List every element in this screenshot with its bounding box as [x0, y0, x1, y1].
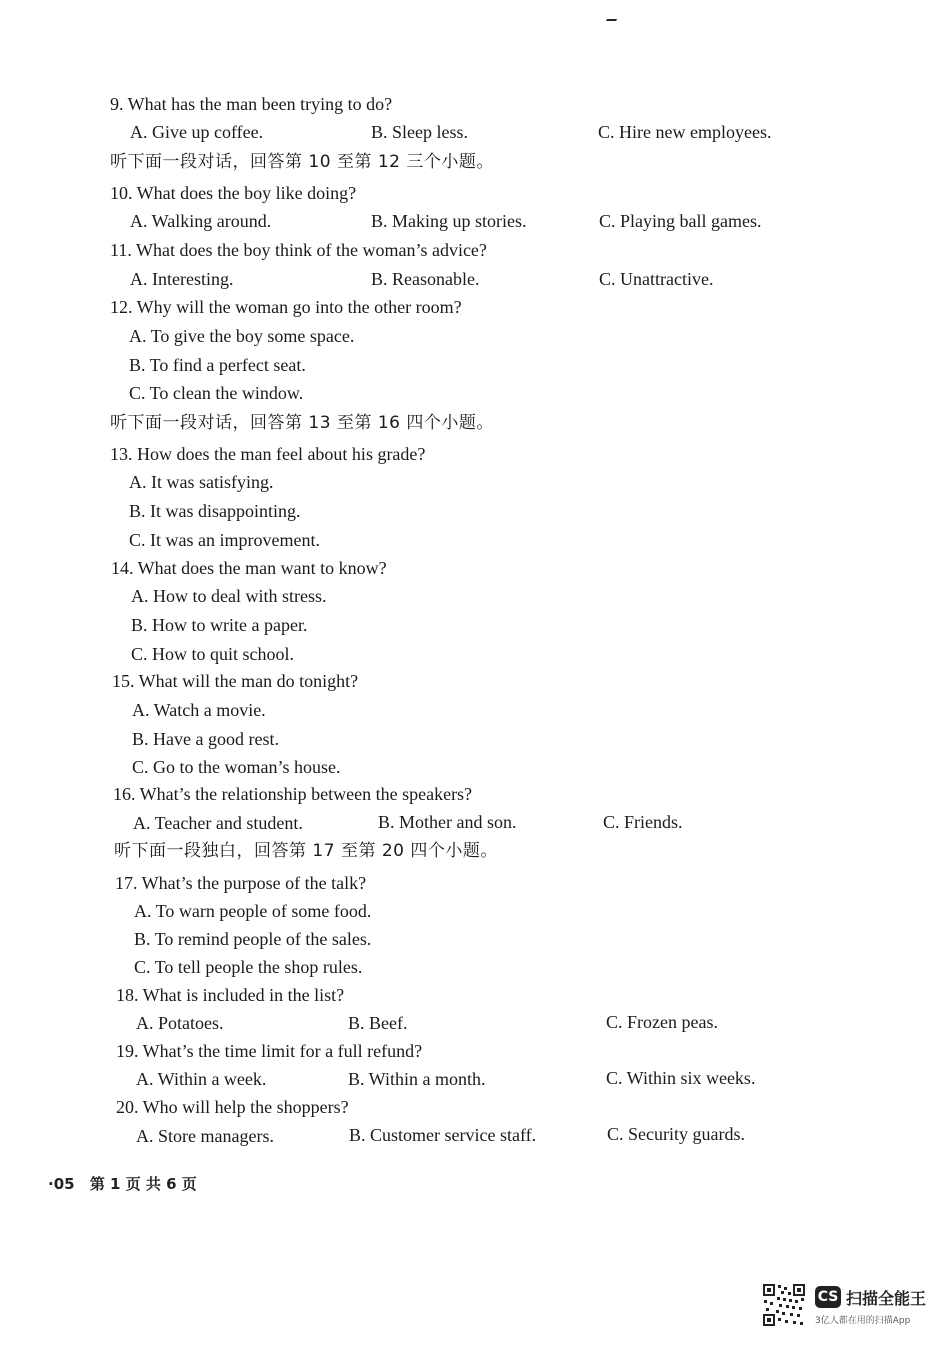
q13-option-b: B. It was disappointing.	[129, 501, 301, 521]
scanner-app-name: 扫描全能王	[846, 1289, 927, 1308]
page-footer	[48, 1173, 207, 1194]
q11-option-b: B. Reasonable.	[371, 269, 480, 289]
q10-option-b: B. Making up stories.	[371, 211, 527, 231]
q12-option-c: C. To clean the window.	[129, 383, 304, 403]
question-15: 15. What will the man do tonight?	[112, 671, 359, 691]
q18-option-c: C. Frozen peas.	[606, 1012, 718, 1032]
q16-option-c: C. Friends.	[603, 812, 683, 832]
q10-option-a: A. Walking around.	[130, 211, 272, 231]
q13-option-c: C. It was an improvement.	[129, 530, 320, 550]
scanner-tagline: 3亿人都在用的扫描App	[815, 1316, 911, 1326]
question-12: 12. Why will the woman go into the other room?	[110, 297, 462, 317]
q18-option-b: B. Beef.	[348, 1013, 408, 1033]
q12-option-a: A. To give the boy some space.	[129, 326, 355, 346]
question-11: 11. What does the boy think of the woman’s advice?	[110, 240, 487, 260]
question-9: 9. What has the man been trying to do?	[110, 94, 393, 114]
q18-option-a: A. Potatoes.	[136, 1013, 224, 1033]
q20-option-a: A. Store managers.	[136, 1126, 274, 1146]
q13-option-a: A. It was satisfying.	[129, 472, 274, 492]
question-17: 17. What’s the purpose of the talk?	[115, 873, 367, 893]
q17-option-a: A. To warn people of some food.	[134, 901, 372, 921]
section-instruction: 听下面一段对话，回答第 10 至第 12 三个小题。	[110, 152, 494, 172]
q11-option-c: C. Unattractive.	[599, 269, 714, 289]
q20-option-c: C. Security guards.	[607, 1124, 745, 1144]
question-14: 14. What does the man want to know?	[111, 558, 387, 578]
qr-code-icon	[762, 1283, 806, 1327]
q19-option-a: A. Within a week.	[136, 1069, 267, 1089]
section-instruction: 听下面一段独白，回答第 17 至第 20 四个小题。	[114, 841, 498, 861]
q9-option-a: A. Give up coffee.	[130, 122, 264, 142]
q17-option-b: B. To remind people of the sales.	[134, 929, 372, 949]
corner-mark	[606, 14, 620, 21]
q19-option-c: C. Within six weeks.	[606, 1068, 756, 1088]
camscanner-logo-icon: CS	[815, 1286, 841, 1308]
question-16: 16. What’s the relationship between the speakers?	[113, 784, 473, 804]
section-instruction: 听下面一段对话，回答第 13 至第 16 四个小题。	[110, 413, 494, 433]
q12-option-b: B. To find a perfect seat.	[129, 355, 306, 375]
question-18: 18. What is included in the list?	[116, 985, 345, 1005]
q16-option-b: B. Mother and son.	[378, 812, 517, 832]
q16-option-a: A. Teacher and student.	[133, 813, 303, 833]
q14-option-b: B. How to write a paper.	[131, 615, 308, 635]
q11-option-a: A. Interesting.	[130, 269, 234, 289]
q14-option-a: A. How to deal with stress.	[131, 586, 327, 606]
q15-option-c: C. Go to the woman’s house.	[132, 757, 341, 777]
q15-option-b: B. Have a good rest.	[132, 729, 279, 749]
q9-option-b: B. Sleep less.	[371, 122, 468, 142]
q9-option-c: C. Hire new employees.	[598, 122, 772, 142]
page-number: 第 1 页 共 6 页	[89, 1175, 197, 1193]
question-10: 10. What does the boy like doing?	[110, 183, 357, 203]
q10-option-c: C. Playing ball games.	[599, 211, 762, 231]
q20-option-b: B. Customer service staff.	[349, 1125, 537, 1145]
question-13: 13. How does the man feel about his grade?	[110, 444, 426, 464]
question-20: 20. Who will help the shoppers?	[116, 1097, 349, 1117]
page-code: ·05	[48, 1175, 75, 1193]
q15-option-a: A. Watch a movie.	[132, 700, 266, 720]
q19-option-b: B. Within a month.	[348, 1069, 486, 1089]
question-19: 19. What’s the time limit for a full refund?	[116, 1041, 423, 1061]
q17-option-c: C. To tell people the shop rules.	[134, 957, 363, 977]
q14-option-c: C. How to quit school.	[131, 644, 295, 664]
